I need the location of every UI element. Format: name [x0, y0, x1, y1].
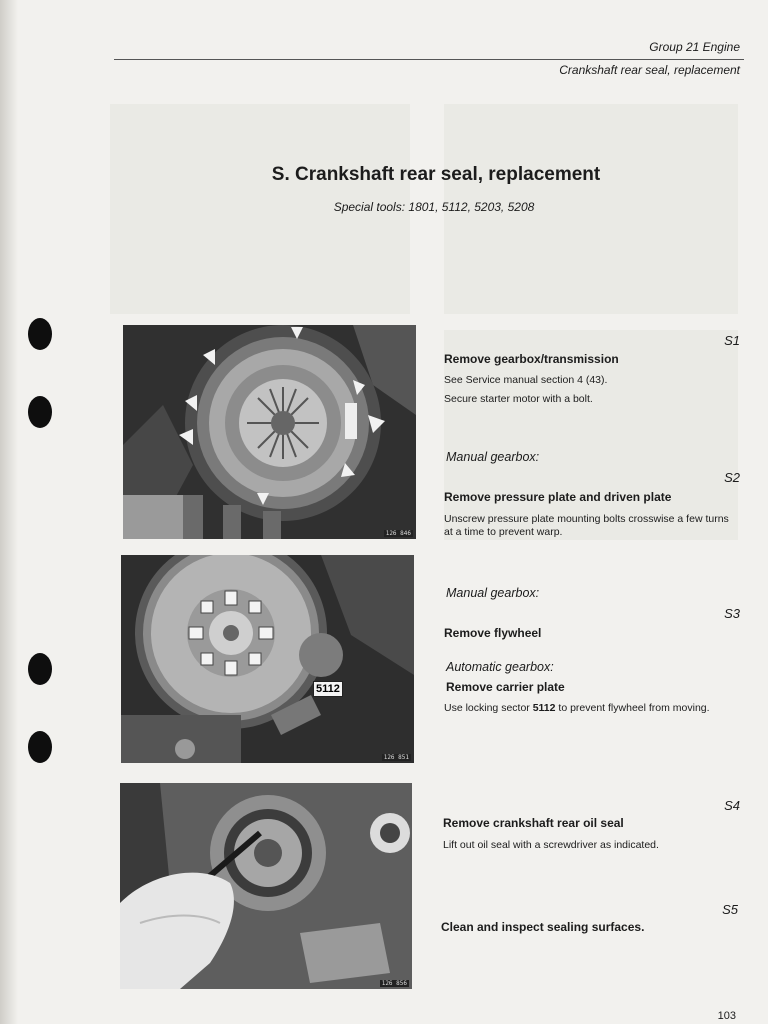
step-title-s5: Clean and inspect sealing surfaces.: [441, 920, 645, 934]
step-title-s4: Remove crankshaft rear oil seal: [443, 816, 624, 830]
punch-hole: [28, 731, 52, 763]
step-label-s2: Manual gearbox:: [446, 450, 540, 464]
photo-oil-seal-removal: [120, 783, 412, 989]
page-title: S. Crankshaft rear seal, replacement: [271, 164, 601, 185]
step-number-s3: S3: [724, 606, 740, 621]
step-text-s2: Unscrew pressure plate mounting bolts crosswise a few turns at a time to prevent warp.: [444, 513, 729, 538]
step-text-s3-tool: 5112: [532, 702, 556, 714]
tool-label-5112: 5112: [313, 681, 343, 697]
punch-hole: [28, 653, 52, 685]
step-text-s3: [444, 702, 740, 715]
step-text-s1-line2: Secure starter motor with a bolt.: [444, 393, 593, 405]
step-text-s3-after: to prevent flywheel from moving.: [555, 702, 710, 714]
step-number-s4: S4: [724, 798, 740, 813]
photo-caption: 126 851: [383, 754, 409, 761]
step-label-s3-automatic: Automatic gearbox:: [446, 660, 554, 674]
step-title-s3: Remove flywheel: [444, 626, 542, 640]
punch-hole: [28, 396, 52, 428]
photo-pressure-plate: [123, 325, 416, 539]
step-label-s3: Manual gearbox:: [446, 586, 540, 600]
step-text-s1-line1: See Service manual section 4 (43).: [444, 374, 608, 386]
photo-caption: 126 846: [385, 530, 411, 537]
step-text-s3-before: Use locking sector: [444, 702, 533, 714]
header-subtitle: Crankshaft rear seal, replacement: [559, 63, 740, 77]
step-text-s4: Lift out oil seal with a screwdriver as indicated.: [443, 839, 659, 851]
page-binding-edge: [0, 0, 18, 1024]
photo-flywheel: [121, 555, 414, 763]
step-number-s5: S5: [722, 902, 738, 917]
punch-hole: [28, 318, 52, 350]
page-number: 103: [717, 1010, 736, 1022]
step-title-s1: Remove gearbox/transmission: [444, 352, 619, 366]
header-group: Group 21 Engine: [649, 40, 740, 54]
special-tools: Special tools: 1801, 5112, 5203, 5208: [333, 200, 535, 214]
step-title-s2: Remove pressure plate and driven plate: [444, 490, 672, 504]
header-rule: [114, 59, 744, 60]
step-number-s2: S2: [724, 470, 740, 485]
step-title-s3-automatic: Remove carrier plate: [446, 680, 565, 694]
step-number-s1: S1: [724, 333, 740, 348]
photo-caption: 126 856: [381, 980, 407, 987]
